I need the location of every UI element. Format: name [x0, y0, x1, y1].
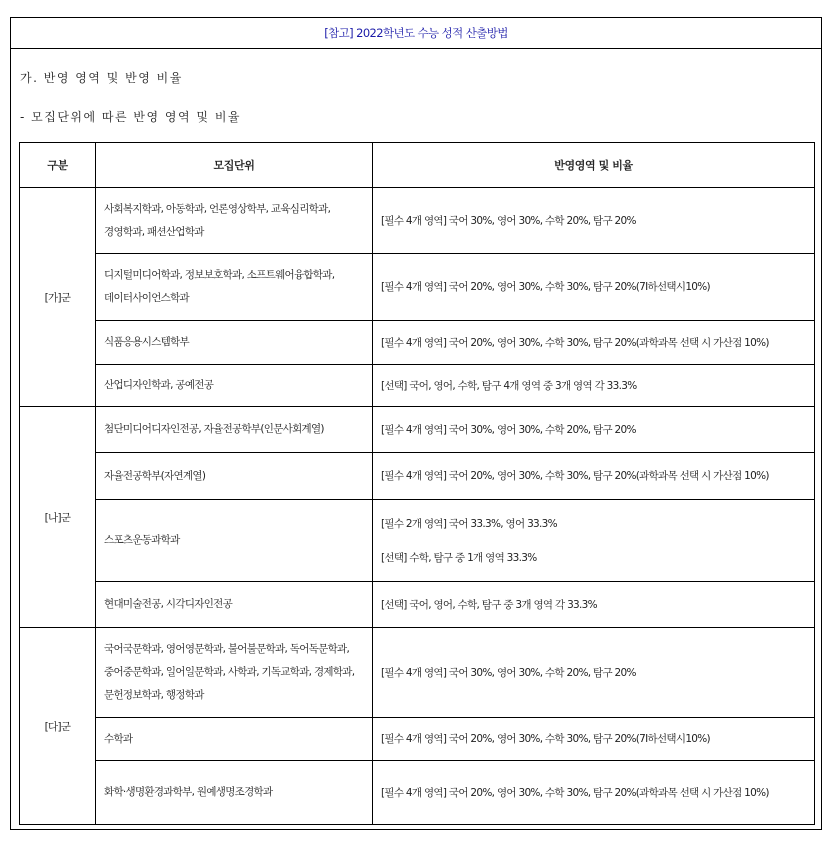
ratio-cell: [373, 321, 815, 365]
group-label: [나]군: [20, 407, 96, 628]
unit-cell: [96, 188, 373, 254]
unit-cell: [96, 254, 373, 321]
ratio-line: [선택] 국어, 영어, 수학, 탐구 중 3개 영역 각 33.3%: [381, 598, 597, 611]
table-row: [20, 582, 815, 628]
document-frame: [10, 17, 822, 830]
group-label: [가]군: [20, 188, 96, 407]
unit-line: 화학·생명환경과학부, 원예생명조경학과: [104, 786, 273, 798]
table-row: [20, 761, 815, 825]
unit-line: 경영학과, 패션산업학과: [104, 225, 204, 238]
table-row: [20, 628, 815, 718]
ratio-cell: [373, 407, 815, 453]
table-row: [20, 188, 815, 254]
ratio-cell: [373, 254, 815, 321]
sub-heading: - 모집단위에 따른 반영 영역 및 비율: [20, 110, 242, 124]
ratio-line: [필수 4개 영역] 국어 20%, 영어 30%, 수학 30%, 탐구 20%(7I하선택시10%): [381, 733, 710, 745]
unit-line: 문헌정보학과, 행정학과: [104, 689, 204, 701]
table-row: [20, 718, 815, 761]
unit-cell: [96, 321, 373, 365]
ratio-cell: [373, 582, 815, 628]
document-title: [참고] 2022학년도 수능 성적 산출방법: [324, 26, 508, 40]
unit-cell: [96, 500, 373, 582]
table-row: [20, 254, 815, 321]
ratio-line: [필수 4개 영역] 국어 20%, 영어 30%, 수학 30%, 탐구 20%(7I하선택시10%): [381, 281, 710, 293]
unit-line: 수학과: [104, 732, 133, 745]
unit-line: 식품응용시스템학부: [104, 336, 189, 348]
table-row: [20, 500, 815, 582]
title-bar: [11, 18, 821, 49]
table-row: [20, 365, 815, 407]
table-row: [20, 453, 815, 500]
unit-line: 디지털미디어학과, 정보보호학과, 소프트웨어융합학과,: [104, 269, 335, 281]
section-heading: 가. 반영 영역 및 반영 비율: [20, 71, 183, 85]
unit-line: 자율전공학부(자연계열): [104, 469, 206, 482]
ratio-line: [필수 2개 영역] 국어 33.3%, 영어 33.3%: [381, 517, 557, 530]
unit-line: 스포츠운동과학과: [104, 534, 180, 546]
unit-line: 첨단미디어디자인전공, 자율전공학부(인문사회계열): [104, 423, 324, 435]
ratio-line: [필수 4개 영역] 국어 20%, 영어 30%, 수학 30%, 탐구 20%(과학과목 선택 시 가산점 10%): [381, 470, 769, 482]
ratio-line: [필수 4개 영역] 국어 20%, 영어 30%, 수학 30%, 탐구 20%(과학과목 선택 시 가산점 10%): [381, 336, 769, 349]
ratio-line: [필수 4개 영역] 국어 20%, 영어 30%, 수학 30%, 탐구 20%(과학과목 선택 시 가산점 10%): [381, 786, 769, 799]
unit-cell: [96, 453, 373, 500]
unit-cell: [96, 365, 373, 407]
ratio-line: [선택] 수학, 탐구 중 1개 영역 33.3%: [381, 551, 537, 564]
header-group: 구분: [20, 143, 96, 188]
unit-cell: [96, 582, 373, 628]
table-header-row: [20, 143, 815, 188]
unit-line: 산업디자인학과, 공예전공: [104, 379, 214, 391]
ratio-line: [필수 4개 영역] 국어 30%, 영어 30%, 수학 20%, 탐구 20%: [381, 666, 636, 679]
ratio-line: [선택] 국어, 영어, 수학, 탐구 4개 영역 중 3개 영역 각 33.3%: [381, 379, 637, 392]
group-label: [다]군: [20, 628, 96, 825]
ratio-cell: [373, 718, 815, 761]
ratio-line: [필수 4개 영역] 국어 30%, 영어 30%, 수학 20%, 탐구 20%: [381, 423, 636, 436]
header-ratio: 반영영역 및 비율: [373, 143, 815, 188]
unit-cell: [96, 718, 373, 761]
unit-line: 사회복지학과, 아동학과, 언론영상학부, 교육심리학과,: [104, 202, 331, 215]
ratio-cell: [373, 365, 815, 407]
ratio-cell: [373, 628, 815, 718]
ratio-line: [필수 4개 영역] 국어 30%, 영어 30%, 수학 20%, 탐구 20%: [381, 214, 636, 227]
unit-cell: [96, 628, 373, 718]
ratio-cell: [373, 500, 815, 582]
unit-line: 현대미술전공, 시각디자인전공: [104, 598, 233, 610]
unit-line: 데이터사이언스학과: [104, 292, 189, 304]
ratio-cell: [373, 453, 815, 500]
ratio-cell: [373, 188, 815, 254]
unit-cell: [96, 407, 373, 453]
ratio-cell: [373, 761, 815, 825]
table-row: [20, 407, 815, 453]
header-unit: 모집단위: [96, 143, 373, 188]
unit-line: 중어중문학과, 일어일문학과, 사학과, 기독교학과, 경제학과,: [104, 666, 355, 678]
table-row: [20, 321, 815, 365]
unit-line: 국어국문학과, 영어영문학과, 불어불문학과, 독어독문학과,: [104, 643, 350, 655]
ratio-table: [19, 142, 815, 825]
unit-cell: [96, 761, 373, 825]
